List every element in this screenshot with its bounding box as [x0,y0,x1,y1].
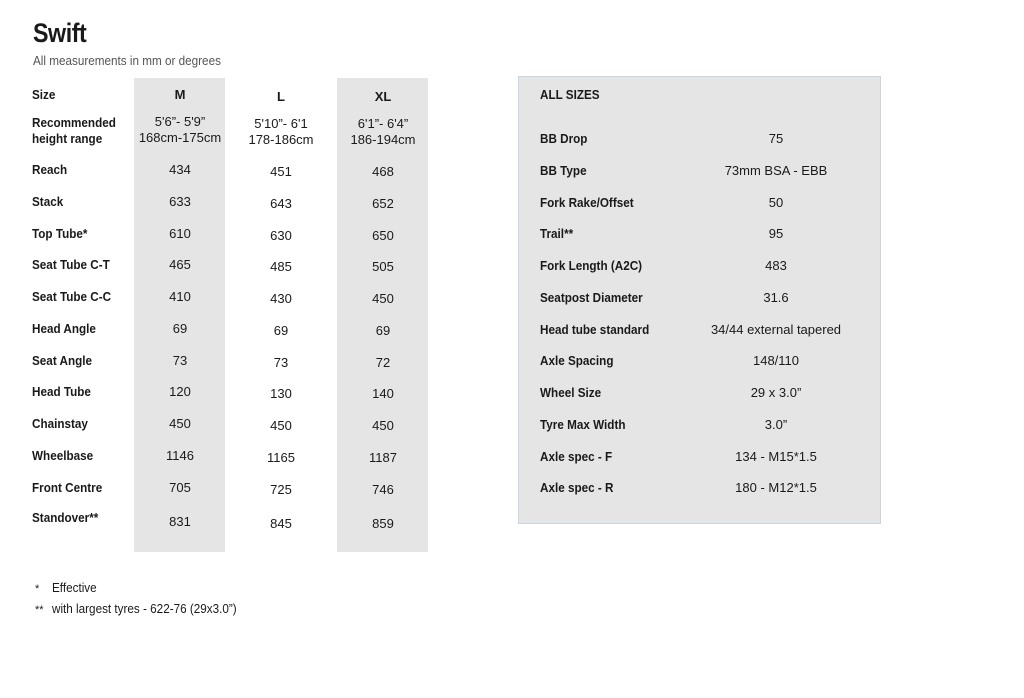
spec-label: Seatpost Diameter [540,289,643,305]
table-cell: 434 [169,162,191,177]
table-cell: 69 [273,322,289,338]
size-header-m: M [174,87,186,102]
table-cell: 410 [169,289,191,304]
table-cell: 1165 [267,449,295,465]
table-cell: 725 [270,481,292,497]
height-range-m-metric: 168cm-175cm [138,130,222,145]
spec-value: 34/44 external tapered [710,321,842,337]
size-header-l: L [277,89,285,104]
table-cell: 465 [169,257,191,273]
spec-label: Fork Length (A2C) [540,258,643,273]
spec-label: Fork Rake/Offset [540,194,634,210]
spec-value: 3.0” [764,416,788,432]
spec-label: BB Type [540,162,587,178]
spec-value: 134 - M15*1.5 [735,448,817,464]
spec-value: 95 [768,226,784,242]
spec-value: 180 - M12*1.5 [735,480,817,496]
spec-value: 73mm BSA - EBB [724,162,828,178]
spec-label: Axle spec - F [540,448,613,464]
table-cell: 73 [273,354,289,370]
height-range-xl-metric: 186-194cm [350,132,416,147]
spec-label: Trail** [540,226,574,242]
table-cell: 630 [270,227,292,243]
table-cell: 1146 [166,447,194,463]
footnote-item [35,601,257,616]
table-cell: 610 [169,225,191,241]
row-label: Top Tube* [32,225,88,241]
spec-label: Tyre Max Width [540,416,626,432]
spec-value: 50 [768,194,784,210]
table-cell: 859 [372,516,394,532]
footnote-text: with largest tyres - 622-76 (29x3.0”) [52,601,237,616]
table-cell: 430 [270,291,292,306]
spec-label: Axle Spacing [540,353,614,369]
row-label: Reach [32,162,68,177]
all-sizes-heading: ALL SIZES [540,87,600,102]
table-cell: 140 [372,386,394,402]
height-range-m-imperial: 5'6”- 5'9” [154,114,206,129]
height-range-xl-imperial: 6'1”- 6'4” [357,116,409,131]
table-cell: 705 [169,479,191,495]
table-cell: 73 [172,352,188,368]
spec-label: Head tube standard [540,321,650,337]
table-cell: 650 [372,227,394,243]
table-cell: 120 [169,384,191,400]
table-cell: 845 [270,516,292,532]
height-range-l-imperial: 5'10”- 6'1 [254,116,308,131]
table-cell: 485 [270,259,292,275]
table-cell: 652 [372,195,394,211]
row-label: Wheelbase [32,447,94,463]
table-cell: 1187 [369,449,397,465]
table-cell: 130 [270,386,292,402]
table-cell: 450 [372,418,394,433]
table-cell: 468 [372,164,394,179]
table-cell: 451 [270,164,292,179]
page-subtitle: All measurements in mm or degrees [33,53,221,68]
spec-label: BB Drop [540,131,588,146]
row-label-recommended-height: Recommended height range [32,115,116,146]
spec-value: 148/110 [752,353,800,369]
footnote-item [35,580,102,595]
footnote-mark: ** [35,604,44,616]
row-label: Chainstay [32,416,88,431]
table-cell: 505 [372,259,394,275]
spec-value: 483 [765,258,787,273]
table-cell: 72 [375,354,391,370]
table-cell: 450 [270,418,292,433]
footnote-mark: * [35,583,40,595]
table-cell: 450 [372,291,394,306]
row-label: Head Angle [32,320,96,336]
spec-value: 75 [768,131,784,146]
size-header-label: Size [32,87,56,102]
spec-value: 31.6 [763,289,789,305]
table-cell: 450 [169,416,191,431]
table-cell: 831 [169,514,191,530]
row-label: Head Tube [32,384,91,400]
row-label: Front Centre [32,479,103,495]
row-label: Standover** [32,510,99,526]
row-label: Seat Tube C-T [32,257,110,273]
table-cell: 746 [372,481,394,497]
row-label: Seat Tube C-C [32,289,112,304]
row-label: Seat Angle [32,352,93,368]
table-cell: 633 [169,193,191,209]
row-label: Stack [32,193,64,209]
spec-value: 29 x 3.0” [750,385,802,400]
table-cell: 69 [375,322,391,338]
spec-label: Axle spec - R [540,480,614,496]
size-header-xl: XL [374,89,392,104]
footnote-text: Effective [52,580,97,595]
page-title: Swift [33,18,87,48]
table-cell: 69 [172,320,188,336]
table-cell: 643 [270,195,292,211]
height-range-l-metric: 178-186cm [248,132,314,147]
spec-label: Wheel Size [540,385,602,400]
